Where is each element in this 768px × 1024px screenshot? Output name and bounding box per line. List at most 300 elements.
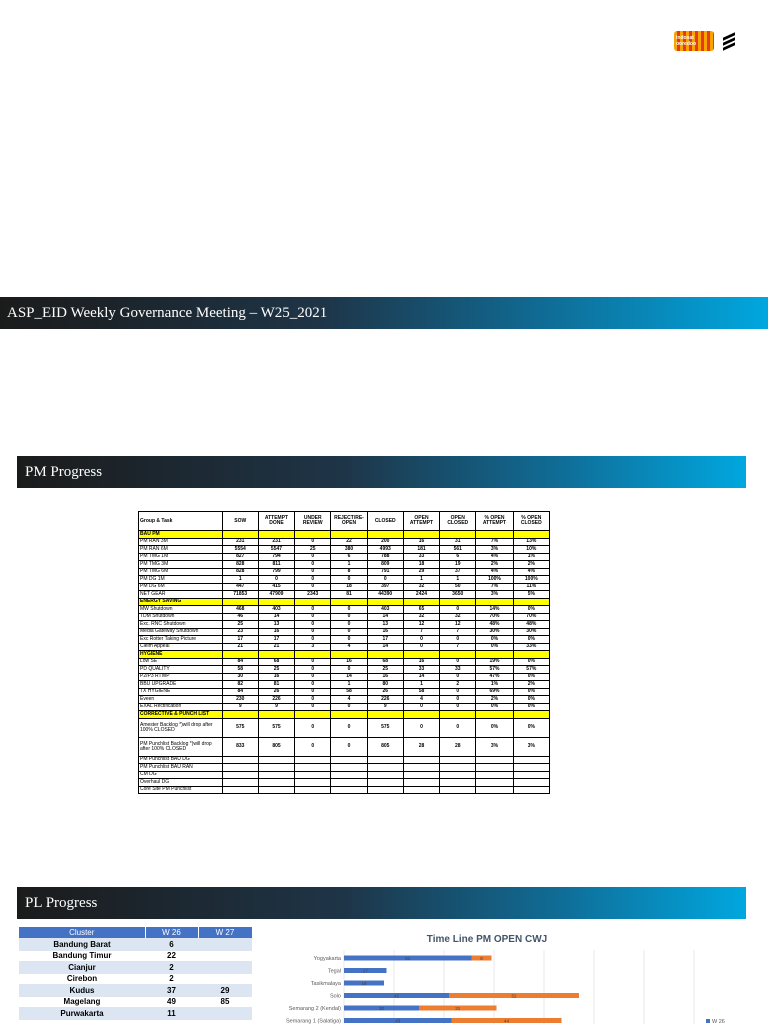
value-cell: 828 [222,568,258,576]
table-row [139,658,550,666]
pm-section-cell [331,711,367,719]
value-cell: 0 [331,621,367,629]
task-name-cell: Amester Backlog *)will drop after 100% CLOSED [139,718,223,737]
value-cell: 47% [476,673,513,681]
value-cell: 19% [476,658,513,666]
value-cell [403,756,439,764]
value-cell: 4993 [367,546,403,554]
value-cell: 0 [295,538,331,546]
table-row [139,546,550,554]
value-cell [222,786,258,794]
value-cell: 2% [513,561,549,569]
week-value-cell: 49 [145,996,198,1008]
pm-column-header: OPEN CLOSED [440,512,476,531]
value-cell: 0 [331,628,367,636]
task-name-cell: EXAL Rectification [139,703,223,711]
value-cell: 828 [222,561,258,569]
value-cell [440,779,476,787]
value-cell: 794 [258,553,294,561]
pm-section-cell [258,531,294,539]
value-cell: 0 [440,658,476,666]
value-cell: 0% [513,696,549,704]
value-cell: 10% [513,546,549,554]
value-cell [476,786,513,794]
value-cell: 805 [367,737,403,756]
pm-section-cell [403,651,439,659]
pm-progress-band [17,456,746,488]
table-row [139,568,550,576]
task-name-cell: Exc. RNC Shutdown [139,621,223,629]
value-cell: 0 [331,666,367,674]
value-cell: 0 [295,673,331,681]
value-cell: 71853 [222,591,258,599]
chart-legend-label: W 26 [712,1019,725,1024]
pm-section-cell [222,531,258,539]
value-cell: 33 [403,553,439,561]
value-cell: 0 [331,613,367,621]
chart-data-label: 17 [362,968,368,974]
pm-section-cell [258,711,294,719]
value-cell: 0% [513,658,549,666]
pm-section-cell [476,598,513,606]
table-row [139,621,550,629]
value-cell: 16 [403,658,439,666]
value-cell: 0 [295,553,331,561]
value-cell: 37 [440,568,476,576]
chart-plot [262,924,744,1024]
value-cell: 25 [367,666,403,674]
chart-data-label: 52 [511,993,517,999]
task-name-cell: Eveen [139,696,223,704]
value-cell: 0 [295,621,331,629]
value-cell: 805 [258,737,294,756]
table-row [139,696,550,704]
task-name-cell: PM DG 6M [139,583,223,591]
value-cell: 0 [295,658,331,666]
task-name-cell: PM Punchlist BAU RAN [139,764,223,772]
table-row [19,939,252,951]
value-cell: 0 [295,696,331,704]
value-cell: 0% [513,703,549,711]
value-cell: 0 [440,696,476,704]
chart-category-label: Tegal [327,968,341,975]
value-cell: 4% [513,568,549,576]
pm-column-header: OPEN ATTEMPT [403,512,439,531]
value-cell: 48% [513,621,549,629]
pm-section-cell [222,711,258,719]
pm-section-cell [476,711,513,719]
pm-section-cell [513,711,549,719]
value-cell: 13 [367,621,403,629]
ericsson-logo-icon [723,31,735,51]
value-cell: 33% [513,643,549,651]
value-cell: 447 [222,583,258,591]
value-cell: 4 [331,696,367,704]
week-value-cell: 2 [145,962,198,974]
value-cell: 100% [476,576,513,584]
value-cell: 3% [476,737,513,756]
pm-section-cell [367,711,403,719]
value-cell: 82 [222,681,258,689]
value-cell: 16 [403,538,439,546]
value-cell [295,771,331,779]
value-cell: 28 [440,737,476,756]
value-cell: 0 [403,643,439,651]
value-cell: 0 [440,606,476,614]
value-cell [331,764,367,772]
value-cell: 1 [403,576,439,584]
value-cell [222,779,258,787]
indosat-logo [674,31,714,51]
pm-column-header: SOW [222,512,258,531]
value-cell: 0 [440,636,476,644]
pm-column-header: CLOSED [367,512,403,531]
table-row [19,1008,252,1020]
pm-section-cell [440,711,476,719]
value-cell: 1 [403,681,439,689]
pm-column-header: ATTEMPT DONE [258,512,294,531]
table-row [139,628,550,636]
table-row [139,613,550,621]
value-cell [403,771,439,779]
value-cell: 3% [476,546,513,554]
pm-section-cell [295,531,331,539]
task-name-cell: Low SE [139,658,223,666]
value-cell: 26 [367,688,403,696]
chart-category-label: Tasikmalaya [310,981,341,987]
task-name-cell: PM TMG 6M [139,568,223,576]
value-cell: 7 [440,643,476,651]
value-cell: 561 [440,546,476,554]
value-cell: 32 [403,613,439,621]
value-cell: 0% [476,703,513,711]
pm-section-cell [331,598,367,606]
value-cell: 21 [258,643,294,651]
value-cell: 2% [476,561,513,569]
value-cell: 0 [331,576,367,584]
value-cell: 18 [331,583,367,591]
value-cell: 231 [258,538,294,546]
value-cell [295,764,331,772]
pm-section-row [139,651,550,659]
logo-text: indosat ooredoo [676,35,696,47]
value-cell: 25 [222,621,258,629]
value-cell: 0 [295,703,331,711]
value-cell: 6 [331,553,367,561]
value-cell: 2343 [295,591,331,599]
value-cell: 230 [222,696,258,704]
value-cell: 7% [476,538,513,546]
value-cell: 827 [222,553,258,561]
value-cell: 0 [331,703,367,711]
pm-progress-title: PM Progress [25,463,103,480]
chart-data-label: 30 [378,1005,385,1011]
cluster-name-cell: Purwakarta [19,1008,145,1020]
chart-title: Time Line PM OPEN CWJ [426,934,548,945]
table-row [139,636,550,644]
value-cell [403,786,439,794]
value-cell: 11% [513,583,549,591]
cluster-name-cell: Bandung Timur [19,950,145,962]
table-row [139,737,550,756]
week-value-cell: 29 [198,985,252,997]
value-cell: 5% [513,591,549,599]
pm-section-cell [513,531,549,539]
table-row [139,764,550,772]
pm-section-row [139,711,550,719]
value-cell: 57% [513,666,549,674]
table-row [139,771,550,779]
value-cell: 0% [476,643,513,651]
value-cell: 181 [403,546,439,554]
value-cell: 84 [222,688,258,696]
value-cell [440,771,476,779]
value-cell: 57% [476,666,513,674]
pm-section-title: ENERGY SAVING [139,598,223,606]
task-name-cell: TX HYGIENE [139,688,223,696]
value-cell: 14% [476,606,513,614]
value-cell: 0 [295,636,331,644]
pm-column-header: Group & Task [139,512,223,531]
table-row [139,591,550,599]
pm-section-cell [295,598,331,606]
task-name-cell: P2/P3 RTWP [139,673,223,681]
value-cell [476,764,513,772]
value-cell: 0 [295,613,331,621]
value-cell [513,771,549,779]
value-cell: 0 [331,606,367,614]
task-name-cell: PM Punchlist Backlog *)will drop after 100% CLOSED [139,737,223,756]
pm-section-cell [295,651,331,659]
value-cell: 0% [513,673,549,681]
value-cell: 14 [367,643,403,651]
value-cell: 4 [403,696,439,704]
value-cell: 17 [367,636,403,644]
pm-column-header: UNDER REVIEW [295,512,331,531]
week-value-cell [198,962,252,974]
value-cell [222,771,258,779]
chart-data-label: 42 [393,993,400,999]
task-name-cell: PM DG 1M [139,576,223,584]
value-cell: 13 [258,621,294,629]
table-row [139,688,550,696]
value-cell [295,786,331,794]
value-cell: 0 [295,737,331,756]
pm-section-title: CORRECTIVE & PUNCH LIST [139,711,223,719]
week-value-cell: 85 [198,996,252,1008]
value-cell: 9 [258,703,294,711]
value-cell: 0 [258,576,294,584]
value-cell: 0% [513,718,549,737]
table-row [19,996,252,1008]
value-cell: 80 [367,681,403,689]
cluster-name-cell: Magelang [19,996,145,1008]
value-cell: 0% [476,718,513,737]
chart-data-label: 43 [395,1018,401,1024]
value-cell: 0 [440,688,476,696]
value-cell: 403 [258,606,294,614]
value-cell [258,764,294,772]
value-cell [331,786,367,794]
value-cell: 5547 [258,546,294,554]
week-value-cell [198,973,252,985]
pl-cluster-table [19,927,253,1020]
week-value-cell: 2 [145,973,198,985]
table-row [139,576,550,584]
value-cell: 0 [295,681,331,689]
value-cell: 1% [513,553,549,561]
value-cell: 200 [367,538,403,546]
value-cell: 403 [367,606,403,614]
chart-data-label: 31 [455,1005,461,1011]
value-cell: 13% [513,538,549,546]
value-cell [513,779,549,787]
cluster-name-cell: Cianjur [19,962,145,974]
pm-section-cell [476,651,513,659]
table-row [139,779,550,787]
value-cell: 0 [295,576,331,584]
value-cell: 3% [513,737,549,756]
value-cell: 3650 [440,591,476,599]
pl-column-header: W 27 [198,927,252,939]
value-cell [258,786,294,794]
value-cell [513,786,549,794]
value-cell [367,771,403,779]
value-cell [367,779,403,787]
chart-data-label: 16 [361,980,367,986]
value-cell: 16 [258,628,294,636]
pm-section-cell [258,651,294,659]
value-cell: 16 [367,673,403,681]
value-cell: 468 [222,606,258,614]
value-cell: 575 [222,718,258,737]
pm-section-row [139,531,550,539]
cluster-name-cell: Cirebon [19,973,145,985]
value-cell: 16 [367,628,403,636]
chart-legend-swatch [706,1019,710,1023]
chart-category-label: Semarang 1 (Salatiga) [285,1018,341,1024]
table-row [19,950,252,962]
value-cell: 26 [258,688,294,696]
value-cell: 81 [258,681,294,689]
brand-logo [674,28,744,54]
value-cell: 30% [476,628,513,636]
table-row [19,985,252,997]
timeline-chart [262,924,744,1024]
value-cell: 2 [440,681,476,689]
week-value-cell [198,950,252,962]
value-cell [331,779,367,787]
week-value-cell [198,939,252,951]
value-cell: 0 [295,606,331,614]
value-cell [476,771,513,779]
value-cell: 18 [403,561,439,569]
value-cell: 0 [440,673,476,681]
value-cell: 3% [476,591,513,599]
value-cell: 3 [295,643,331,651]
task-name-cell: TDM Shutdown [139,613,223,621]
value-cell: 0% [513,606,549,614]
value-cell: 12 [440,621,476,629]
value-cell: 7 [403,628,439,636]
value-cell: 0 [440,703,476,711]
value-cell: 25 [258,666,294,674]
table-row [139,673,550,681]
pm-section-cell [222,651,258,659]
value-cell: 9 [367,703,403,711]
value-cell [367,764,403,772]
value-cell: 68 [258,658,294,666]
value-cell [513,756,549,764]
value-cell: 7% [476,583,513,591]
value-cell: 30% [513,628,549,636]
value-cell: 0 [295,583,331,591]
task-name-cell: BBU UPGRADE [139,681,223,689]
week-value-cell: 11 [145,1008,198,1020]
value-cell: 58 [403,688,439,696]
value-cell: 33 [440,666,476,674]
task-name-cell: PM RAN 6M [139,546,223,554]
table-row [139,681,550,689]
value-cell: 0% [476,636,513,644]
value-cell: 17 [222,636,258,644]
value-cell: 69% [476,688,513,696]
value-cell: 50 [440,583,476,591]
task-name-cell: Core Site PM Punchlist [139,786,223,794]
pm-section-row [139,598,550,606]
value-cell: 14 [331,673,367,681]
chart-data-label: 51 [405,955,411,961]
value-cell: 47909 [258,591,294,599]
pm-section-cell [513,651,549,659]
table-row [139,553,550,561]
pm-section-cell [403,711,439,719]
pm-section-cell [403,531,439,539]
value-cell [295,779,331,787]
pl-progress-band [17,887,746,919]
value-cell [440,786,476,794]
table-row [139,666,550,674]
value-cell [440,764,476,772]
pl-table-header [19,927,252,939]
value-cell: 1% [476,681,513,689]
value-cell [403,779,439,787]
chart-category-label: Semarang 2 (Kendal) [288,1006,341,1012]
task-name-cell: Media Gateway Shutdown [139,628,223,636]
value-cell: 0 [295,568,331,576]
pm-section-cell [367,651,403,659]
value-cell: 58 [331,688,367,696]
value-cell: 4 [331,643,367,651]
task-name-cell: PM Punchlist BAU DG [139,756,223,764]
value-cell: 46 [222,613,258,621]
value-cell: 44390 [367,591,403,599]
value-cell: 31 [440,538,476,546]
pm-section-cell [440,598,476,606]
value-cell [258,779,294,787]
value-cell: 791 [367,568,403,576]
table-row [139,718,550,737]
value-cell: 25 [295,546,331,554]
value-cell: 4% [476,568,513,576]
pm-progress-table [138,511,550,794]
value-cell: 0 [367,576,403,584]
value-cell: 415 [258,583,294,591]
value-cell: 833 [222,737,258,756]
value-cell: 19 [440,561,476,569]
task-name-cell: PM RAN 3M [139,538,223,546]
task-name-cell: NET GEAR [139,591,223,599]
